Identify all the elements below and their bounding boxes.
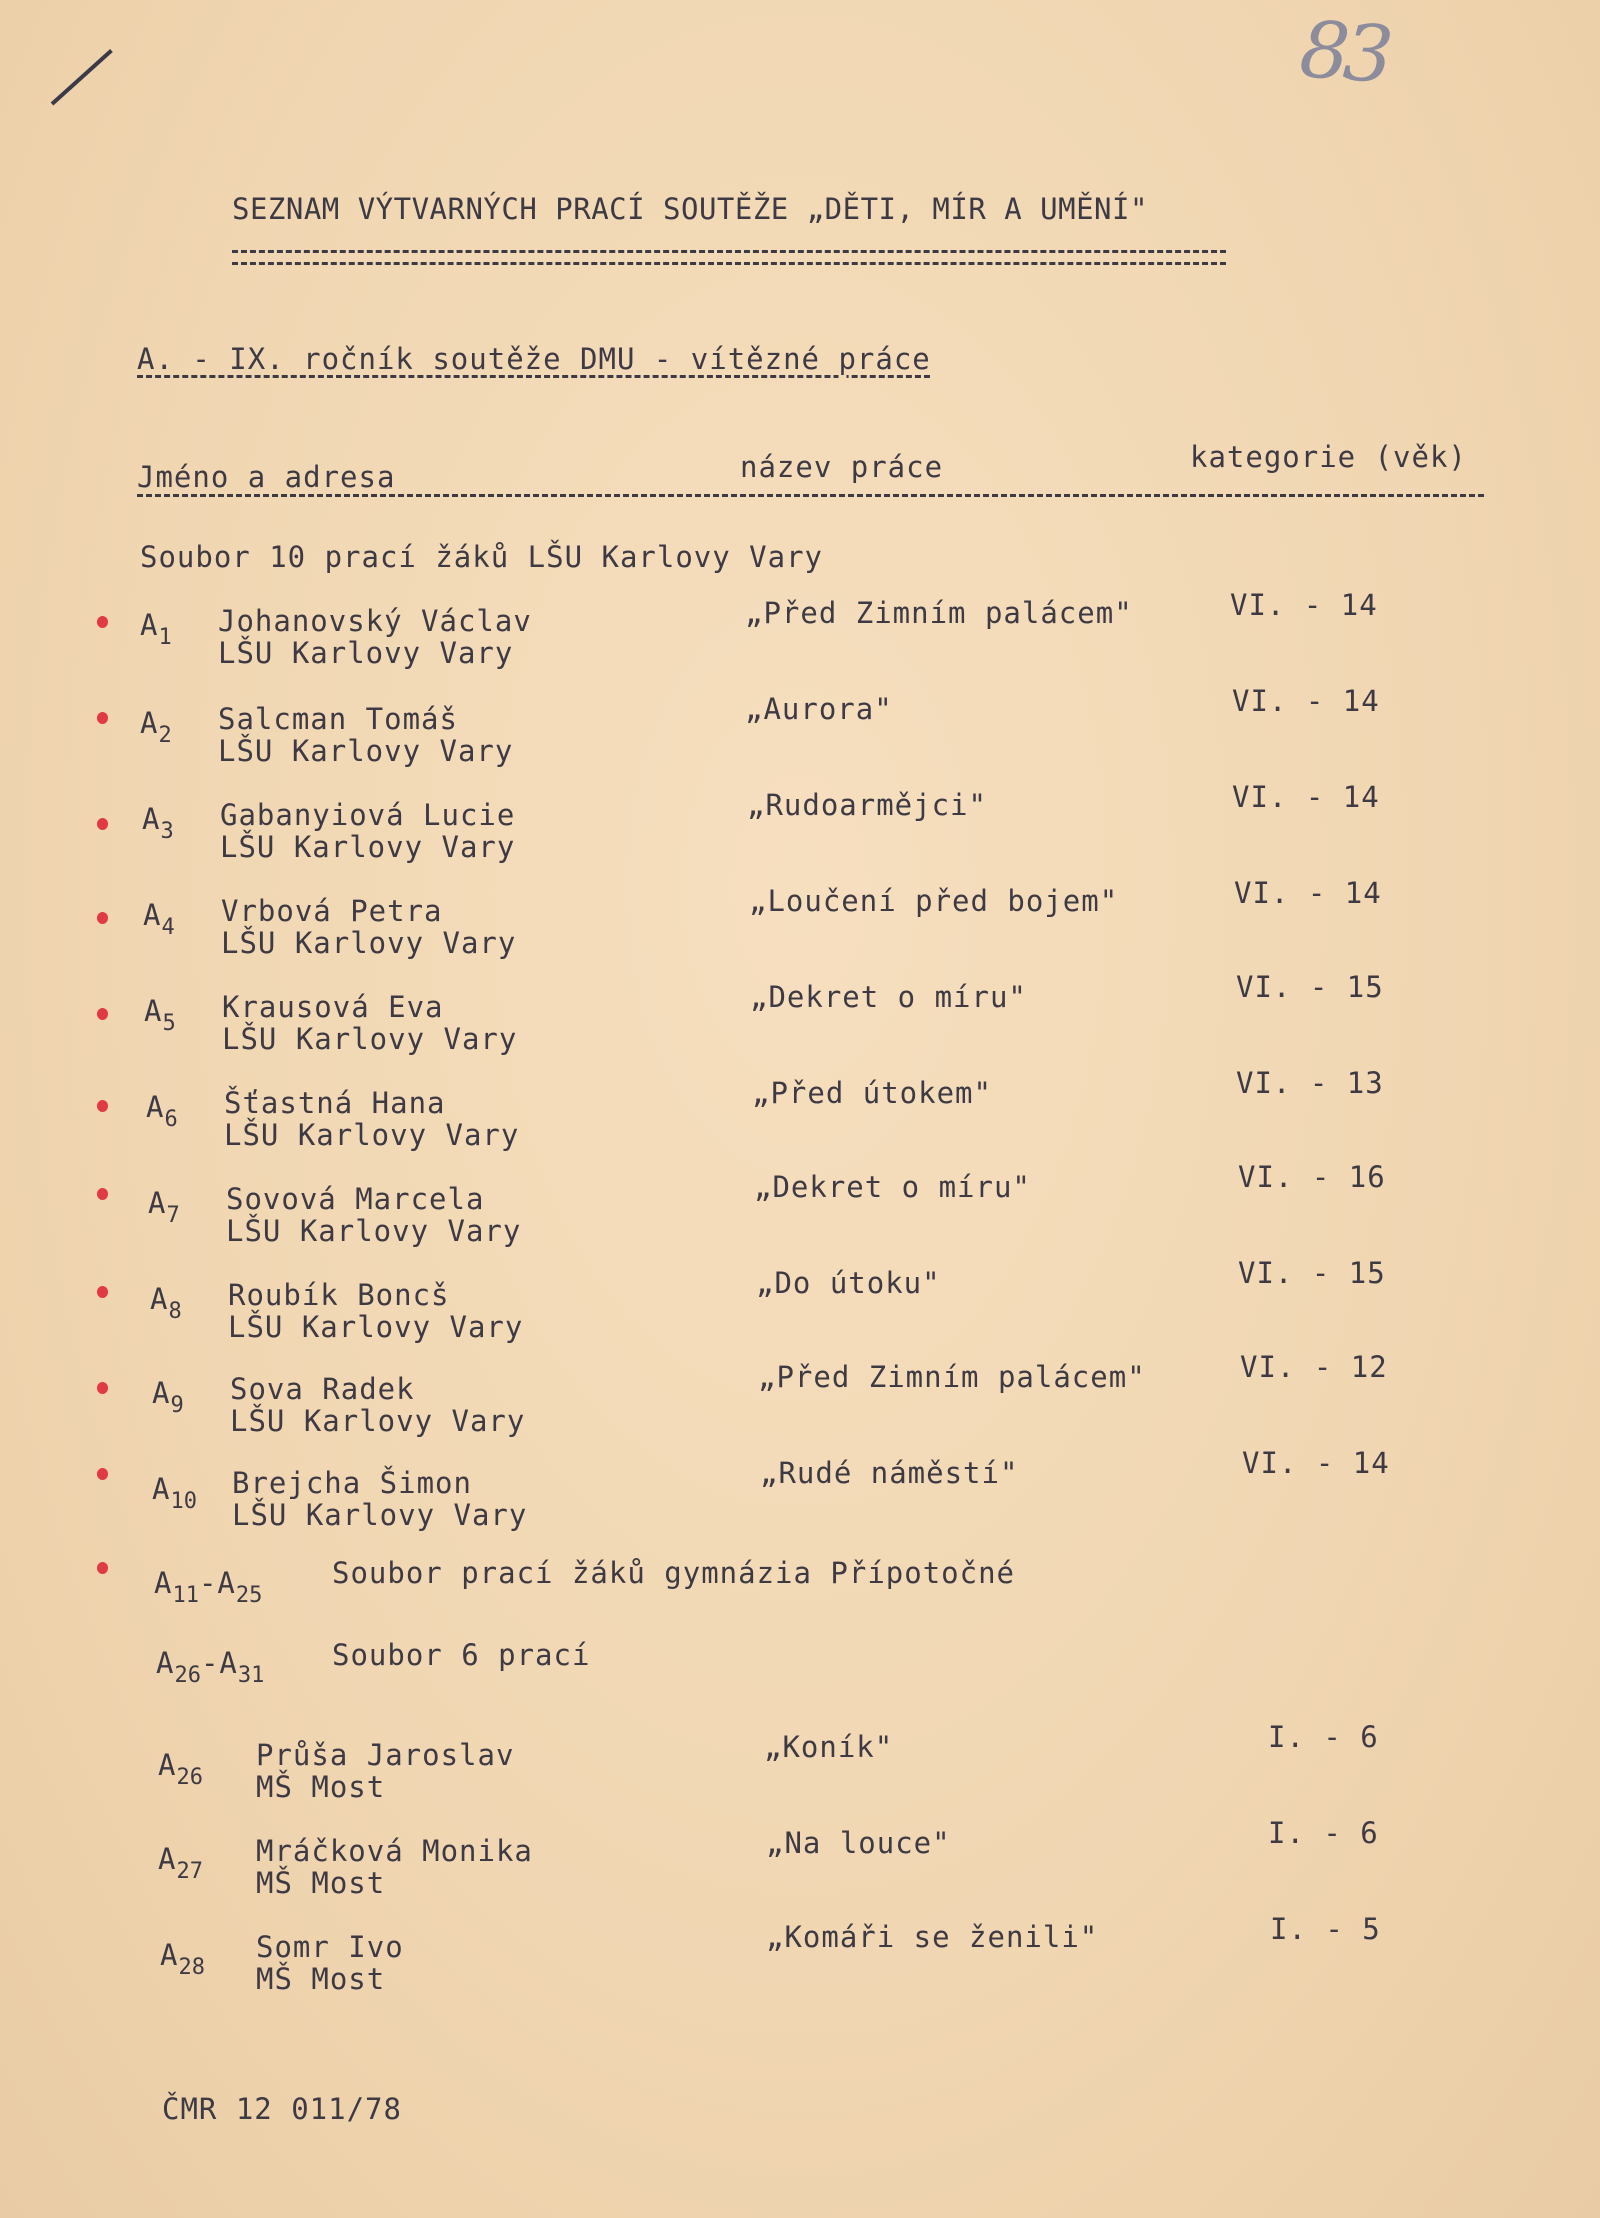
entry-code: $A_{26}$ — [158, 1748, 203, 1790]
entry-category: VI. - 15 — [1236, 970, 1384, 1004]
entry-work-title: „Rudoarmějci" — [747, 788, 987, 822]
red-dot-marker — [97, 1008, 108, 1020]
red-dot-marker — [97, 1286, 108, 1298]
entry-code: $A_4$ — [143, 898, 175, 940]
entry-category: VI. - 14 — [1230, 588, 1378, 622]
entry-work-title: „Před Zimním palácem" — [758, 1360, 1146, 1394]
entry-category: I. - 6 — [1268, 1720, 1379, 1754]
group-range-gymnasium: $A_{11}-A_{25}$ — [154, 1566, 263, 1608]
title-underline — [232, 250, 1226, 253]
entry-work-title: „Rudé náměstí" — [760, 1456, 1019, 1490]
entry-code: $A_3$ — [142, 802, 174, 844]
entry-address: LŠU Karlovy Vary — [230, 1404, 526, 1438]
entry-code: $A_5$ — [144, 994, 176, 1036]
entry-category: VI. - 14 — [1242, 1446, 1390, 1480]
entry-work-title: „Dekret o míru" — [750, 980, 1027, 1014]
entry-name: Šťastná Hana — [224, 1086, 446, 1120]
entry-name: Průša Jaroslav — [256, 1738, 515, 1772]
section-heading: A. - IX. ročník soutěže DMU - vítězné práce — [137, 342, 931, 376]
entry-address: MŠ Most — [256, 1866, 386, 1900]
entry-work-title: „Aurora" — [745, 692, 893, 726]
entry-work-title: „Komáři se ženili" — [766, 1920, 1099, 1954]
entry-code: $A_{10}$ — [152, 1472, 197, 1514]
entry-category: VI. - 15 — [1238, 1256, 1386, 1290]
entry-category: VI. - 14 — [1232, 684, 1380, 718]
red-dot-marker — [97, 818, 108, 830]
entry-address: LŠU Karlovy Vary — [221, 926, 517, 960]
entry-code: $A_6$ — [146, 1090, 178, 1132]
entry-name: Mráčková Monika — [256, 1834, 533, 1868]
group-heading-lsu: Soubor 10 prací žáků LŠU Karlovy Vary — [140, 540, 824, 574]
title-underline-2 — [232, 262, 1226, 265]
folio-number: 83 — [1296, 5, 1391, 101]
column-header-work: název práce — [740, 450, 944, 484]
red-dot-marker — [97, 1468, 108, 1480]
entry-name: Krausová Eva — [222, 990, 444, 1024]
entry-code: $A_{27}$ — [158, 1842, 203, 1884]
entry-address: LŠU Karlovy Vary — [218, 636, 514, 670]
entry-code: $A_2$ — [140, 706, 172, 748]
pen-stroke-mark — [51, 49, 113, 106]
column-header-name: Jméno a adresa — [137, 460, 396, 494]
entry-address: MŠ Most — [256, 1770, 386, 1804]
red-dot-marker — [97, 1382, 108, 1394]
entry-name: Roubík Boncš — [228, 1278, 450, 1312]
entry-work-title: „Před útokem" — [752, 1076, 992, 1110]
red-dot-marker — [97, 912, 108, 924]
entry-name: Johanovský Václav — [218, 604, 532, 638]
red-dot-marker — [97, 712, 108, 724]
entry-name: Brejcha Šimon — [232, 1466, 472, 1500]
red-dot-marker — [97, 1188, 108, 1200]
entry-address: LŠU Karlovy Vary — [220, 830, 516, 864]
red-dot-marker — [97, 1562, 108, 1574]
entry-work-title: „Koník" — [764, 1730, 894, 1764]
group-range-six: $A_{26}-A_{31}$ — [156, 1646, 265, 1688]
entry-name: Vrbová Petra — [221, 894, 443, 928]
red-dot-marker — [97, 616, 108, 628]
entry-code: $A_7$ — [148, 1186, 180, 1228]
entry-work-title: „Loučení před bojem" — [749, 884, 1119, 918]
entry-work-title: „Do útoku" — [756, 1266, 941, 1300]
footer-reference: ČMR 12 011/78 — [162, 2092, 402, 2126]
entry-category: VI. - 14 — [1232, 780, 1380, 814]
entry-category: VI. - 12 — [1240, 1350, 1388, 1384]
entry-category: VI. - 13 — [1236, 1066, 1384, 1100]
entry-address: LŠU Karlovy Vary — [232, 1498, 528, 1532]
column-header-category: kategorie (věk) — [1190, 440, 1467, 474]
entry-address: LŠU Karlovy Vary — [224, 1118, 520, 1152]
red-dot-marker — [97, 1100, 108, 1112]
entry-address: LŠU Karlovy Vary — [226, 1214, 522, 1248]
entry-code: $A_{28}$ — [160, 1938, 205, 1980]
entry-address: LŠU Karlovy Vary — [218, 734, 514, 768]
entry-category: I. - 6 — [1268, 1816, 1379, 1850]
entry-category: VI. - 14 — [1234, 876, 1382, 910]
entry-name: Salcman Tomáš — [218, 702, 458, 736]
entry-work-title: „Dekret o míru" — [754, 1170, 1031, 1204]
entry-category: VI. - 16 — [1238, 1160, 1386, 1194]
entry-name: Sova Radek — [230, 1372, 415, 1406]
group-heading-six: Soubor 6 prací — [332, 1638, 591, 1672]
entry-work-title: „Před Zimním palácem" — [745, 596, 1133, 630]
header-rule — [137, 494, 1484, 497]
entry-name: Gabanyiová Lucie — [220, 798, 516, 832]
document-title: SEZNAM VÝTVARNÝCH PRACÍ SOUTĚŽE „DĚTI, MÍR A UMĚNÍ" — [232, 192, 1148, 226]
entry-category: I. - 5 — [1270, 1912, 1381, 1946]
group-heading-gymnasium: Soubor prací žáků gymnázia Přípotočné — [332, 1556, 1016, 1590]
entry-code: $A_9$ — [152, 1376, 184, 1418]
entry-name: Sovová Marcela — [226, 1182, 485, 1216]
entry-address: LŠU Karlovy Vary — [222, 1022, 518, 1056]
entry-name: Somr Ivo — [256, 1930, 404, 1964]
entry-code: $A_8$ — [150, 1282, 182, 1324]
entry-address: LŠU Karlovy Vary — [228, 1310, 524, 1344]
entry-address: MŠ Most — [256, 1962, 386, 1996]
entry-code: $A_1$ — [140, 608, 172, 650]
entry-work-title: „Na louce" — [766, 1826, 951, 1860]
